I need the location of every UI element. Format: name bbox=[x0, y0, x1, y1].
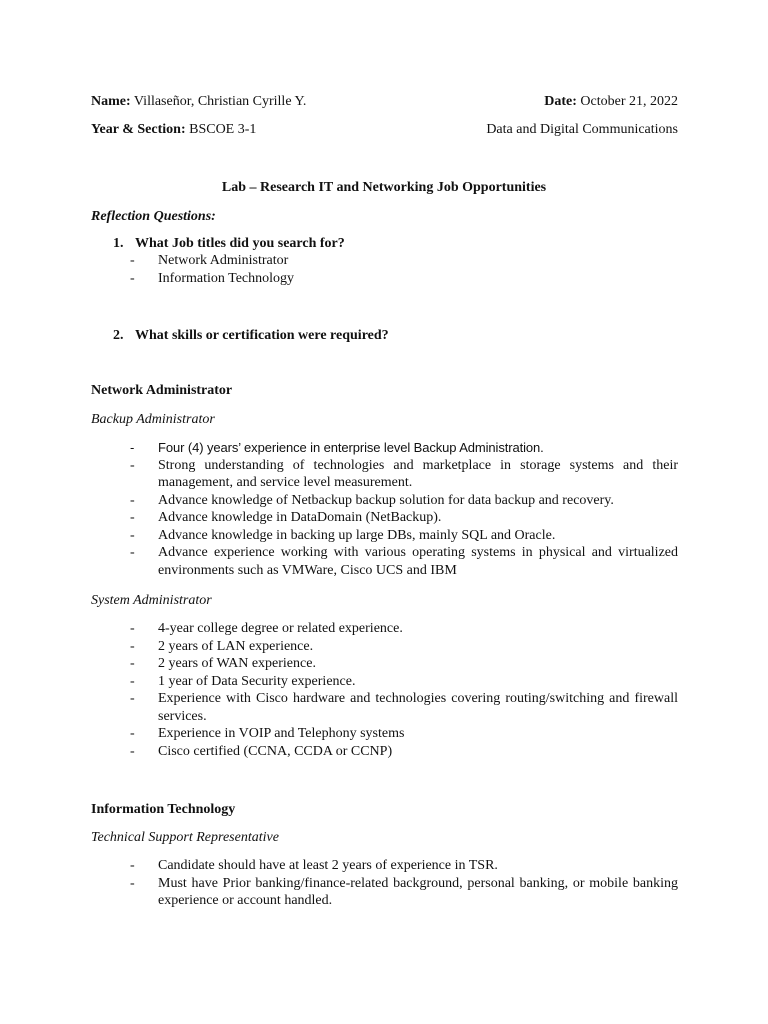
question-2-number: 2. bbox=[113, 328, 124, 343]
year-section-value: BSCOE 3-1 bbox=[189, 122, 257, 137]
list-item: - Strong understanding of technologies and marketplace in storage systems and their management, and service level measurement. bbox=[130, 457, 678, 490]
year-section-label: Year & Section: bbox=[91, 122, 186, 137]
list-item: - Experience with Cisco hardware and technologies covering routing/switching and firewall services. bbox=[130, 691, 678, 724]
system-administrator-list bbox=[130, 620, 678, 760]
list-item: - Network Administrator bbox=[130, 253, 289, 268]
technical-support-list bbox=[130, 857, 678, 910]
subheading-backup-administrator: Backup Administrator bbox=[91, 412, 215, 427]
document-title: Lab – Research IT and Networking Job Opportunities bbox=[221, 180, 547, 195]
question-1-answers bbox=[130, 252, 678, 287]
section-heading-network-administrator: Network Administrator bbox=[91, 383, 233, 398]
list-item: - Advance knowledge of Netbackup backup solution for data backup and recovery. bbox=[130, 492, 614, 508]
list-item: - Four (4) years’ experience in enterprise level Backup Administration. bbox=[130, 440, 544, 455]
name-value: Villaseñor, Christian Cyrille Y. bbox=[133, 94, 307, 109]
list-item: - Advance knowledge in DataDomain (NetBackup). bbox=[130, 510, 442, 525]
list-item: - 2 years of WAN experience. bbox=[130, 656, 316, 671]
name-label: Name: bbox=[91, 94, 131, 109]
list-item: - Must have Prior banking/finance-related background, personal banking, or mobile banking experience or account handled. bbox=[130, 875, 678, 908]
list-item: - Candidate should have at least 2 years of experience in TSR. bbox=[130, 858, 498, 873]
subheading-system-administrator: System Administrator bbox=[91, 593, 212, 608]
backup-administrator-list bbox=[130, 439, 678, 579]
list-item: - 4-year college degree or related experience. bbox=[130, 621, 403, 636]
list-item: - 2 years of LAN experience. bbox=[130, 638, 314, 654]
subheading-technical-support-representative: Technical Support Representative bbox=[91, 830, 279, 845]
question-1 bbox=[113, 235, 345, 253]
question-1-text: What Job titles did you search for? bbox=[135, 236, 345, 251]
question-2-text: What skills or certification were required? bbox=[135, 328, 389, 343]
question-1-number: 1. bbox=[113, 236, 124, 251]
list-item: - Cisco certified (CCNA, CCDA or CCNP) bbox=[130, 743, 393, 759]
year-section-field bbox=[91, 121, 256, 139]
list-item: - Advance knowledge in backing up large DBs, mainly SQL and Oracle. bbox=[130, 527, 556, 543]
date-value: October 21, 2022 bbox=[580, 94, 678, 109]
reflection-heading: Reflection Questions: bbox=[91, 209, 216, 224]
name-field bbox=[91, 93, 306, 111]
date-field bbox=[544, 93, 678, 111]
list-item: - Information Technology bbox=[130, 270, 295, 286]
header-row-1 bbox=[91, 93, 678, 111]
course-name: Data and Digital Communications bbox=[486, 122, 678, 137]
list-item: - 1 year of Data Security experience. bbox=[130, 673, 356, 689]
question-2 bbox=[113, 327, 389, 345]
date-label: Date: bbox=[544, 94, 577, 109]
header-row-2 bbox=[91, 121, 678, 139]
list-item: - Experience in VOIP and Telephony systems bbox=[130, 726, 405, 741]
section-heading-information-technology: Information Technology bbox=[91, 802, 236, 817]
list-item: - Advance experience working with various operating systems in physical and virtualized environments such as VMWare, Cisco UCS and IBM bbox=[130, 545, 678, 578]
